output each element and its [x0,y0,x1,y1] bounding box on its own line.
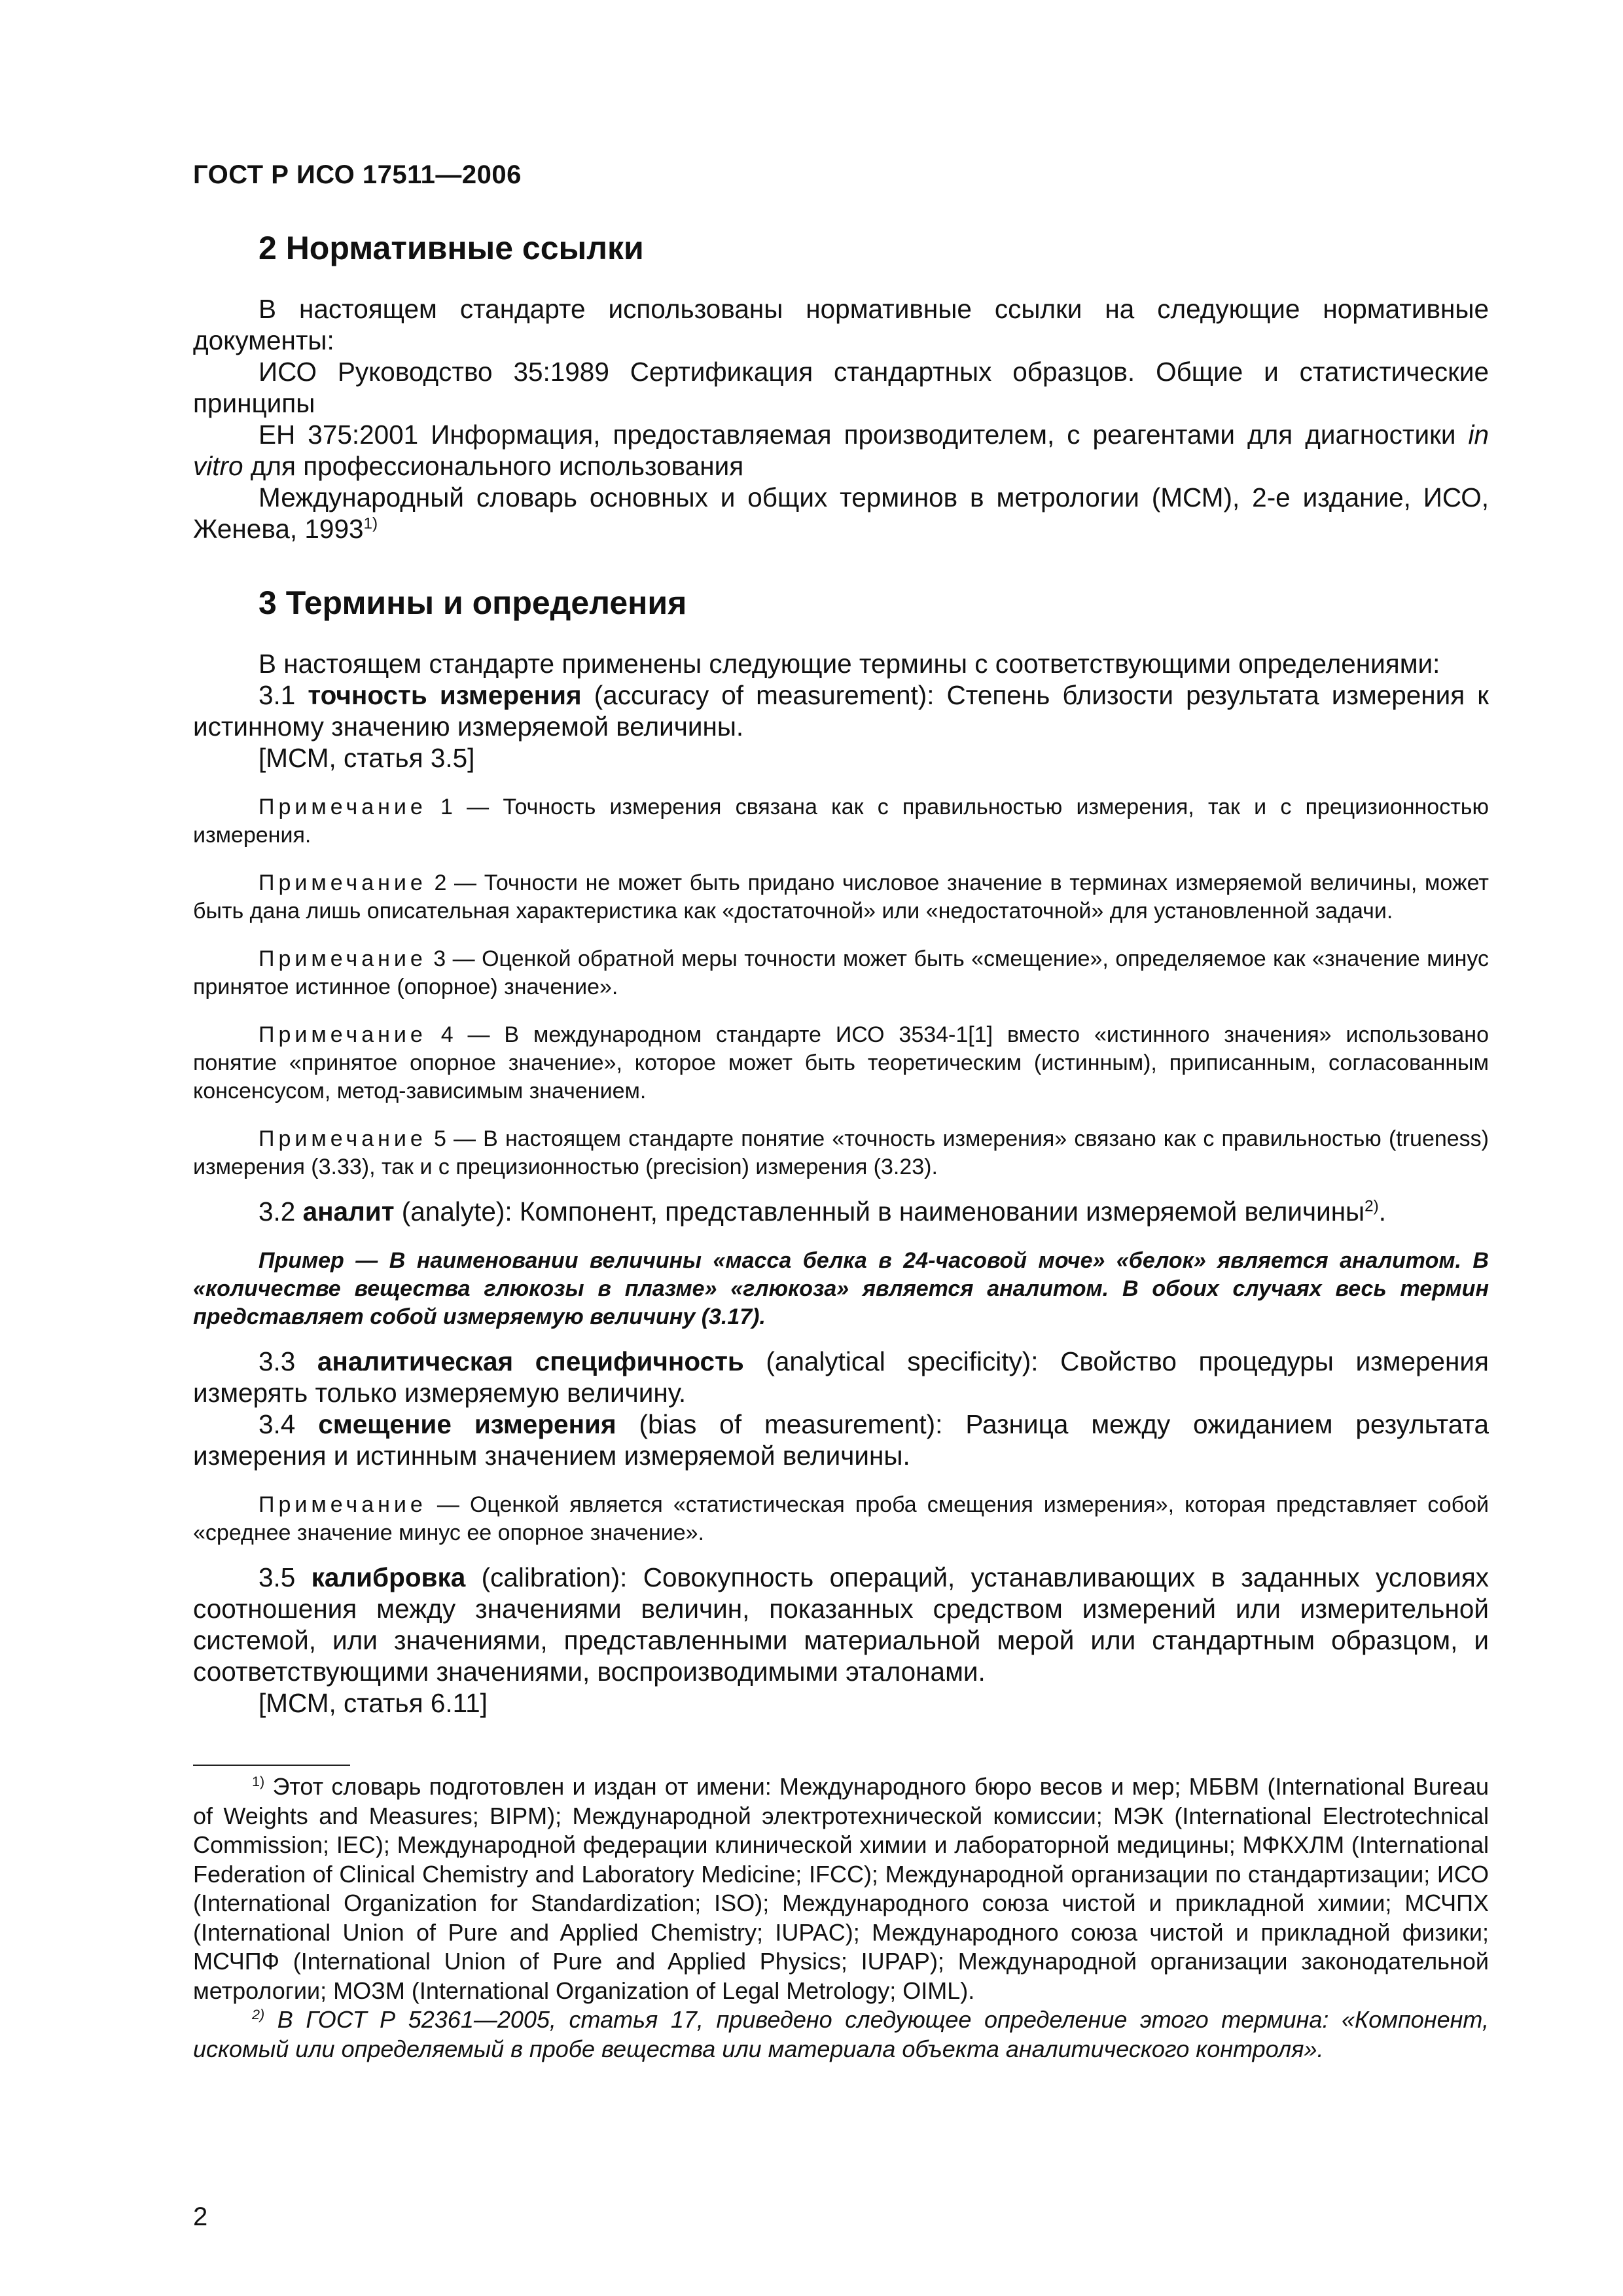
footnote-1: $^{1)}$ Этот словарь подготовлен и издан от имени: Международного бюро весов и мер; МБВМ (International Bureau of Weights and Measures; BIPM); Международной электротехнической комиссии; МЭК (International Electrotechnical Commission; IEC); Международной федерации клинической химии и лабораторной медицины; МФКХЛМ (International Federation of Clinical Chemistry and Laboratory Medicine; IFCC); Международной организации по стандартизации; ИСО (International Organization for Standardization; ISO); Международного союза чистой и прикладной химии; МСЧПХ (International Union of Pure and Applied Chemistry; IUPAC); Международного союза чистой и прикладной физики; МСЧПФ (International Union of Pure and Applied Physics; IUPAP); Международной организации законодательной метрологии; МОЗМ (International Organization of Legal Metrology; OIML). [193,1773,1489,2004]
footnote-2: $^{2)}$ В ГОСТ Р 52361—2005, статья 17, приведено следующее определение этого термина: «Компонент, искомый или определяемый в пробе вещества или материала объекта аналитического контроля». [193,2006,1489,2062]
note-3: Примечание 3 — Оценкой обратной меры точности может быть «смещение», определяемое как «значение минус принятое истинное (опорное) значение». [193,946,1489,999]
section-3-title: 3 Термины и определения [259,584,687,621]
note-6: Примечание — Оценкой является «статистическая проба смещения измерения», которая представляет собой «среднее значение минус ее опорное значение». [193,1492,1489,1545]
term-3-1: 3.1 точность измерения (accuracy of measurement): Степень близости результата измерения к истинному значению измеряемой величины. [193,680,1489,742]
term-3-5-source: [МСМ, статья 6.11] [259,1688,488,1718]
section-3-intro: В настоящем стандарте применены следующие термины с соответствующими определениями: [259,649,1440,679]
term-3-2: 3.2 аналит (analyte): Компонент, представленный в наименовании измеряемой величины$^{2)}$. [259,1196,1387,1227]
section-2-title: 2 Нормативные ссылки [259,230,644,266]
term-3-4: 3.4 смещение измерения (bias of measurement): Разница между ожиданием результата измерения и истинным значением измеряемой величины. [193,1409,1489,1471]
note-4: Примечание 4 — В международном стандарте ИСО 3534-1[1] вместо «истинного значения» использовано понятие «принятое опорное значение», которое может быть теоретическим (истинным), приписанным, согласованным консенсусом, метод-зависимым значением. [193,1022,1489,1103]
page-number: 2 [193,2202,208,2231]
term-3-5: 3.5 калибровка (calibration): Совокупность операций, устанавливающих в заданных условиях соотношения между значениями величин, показанных средством измерений или измерительной системой, или значениями, представленными материальной мерой или стандартным образцом, и соответствующими значениями, воспроизводимыми эталонами. [193,1562,1489,1687]
document-header: ГОСТ Р ИСО 17511—2006 [193,160,522,189]
term-3-3: 3.3 аналитическая специфичность (analytical specificity): Свойство процедуры измерения измерять только измеряемую величину. [193,1346,1489,1408]
note-1: Примечание 1 — Точность измерения связана как с правильностью измерения, так и с прецизионностью измерения. [193,795,1489,848]
reference-3: Международный словарь основных и общих терминов в метрологии (МСМ), 2-е издание, ИСО, Женева, 1993$^{1)}$ [193,482,1489,544]
reference-2: ЕН 375:2001 Информация, предоставляемая производителем, с реагентами для диагностики in vitro для профессионального использования [193,420,1489,481]
term-3-1-source: [МСМ, статья 3.5] [259,743,475,773]
note-2: Примечание 2 — Точности не может быть придано числовое значение в терминах измеряемой величины, может быть дана лишь описательная характеристика как «достаточной» или «недостаточной» для установленной задачи. [193,870,1489,924]
example-block: Пример — В наименовании величины «масса белка в 24-часовой моче» «белок» является аналитом. В «количестве вещества глюкозы в плазме» «глюкоза» является аналитом. В обоих случаях весь термин представляет собой измеряемую величину (3.17). [193,1248,1489,1329]
note-5: Примечание 5 — В настоящем стандарте понятие «точность измерения» связано как с правильностью (trueness) измерения (3.33), так и с прецизионностью (precision) измерения (3.23). [193,1126,1489,1179]
reference-1: ИСО Руководство 35:1989 Сертификация стандартных образцов. Общие и статистические принципы [193,357,1489,418]
section-2-intro: В настоящем стандарте использованы нормативные ссылки на следующие нормативные документы: [193,294,1489,355]
footnote-divider [193,1765,350,1766]
